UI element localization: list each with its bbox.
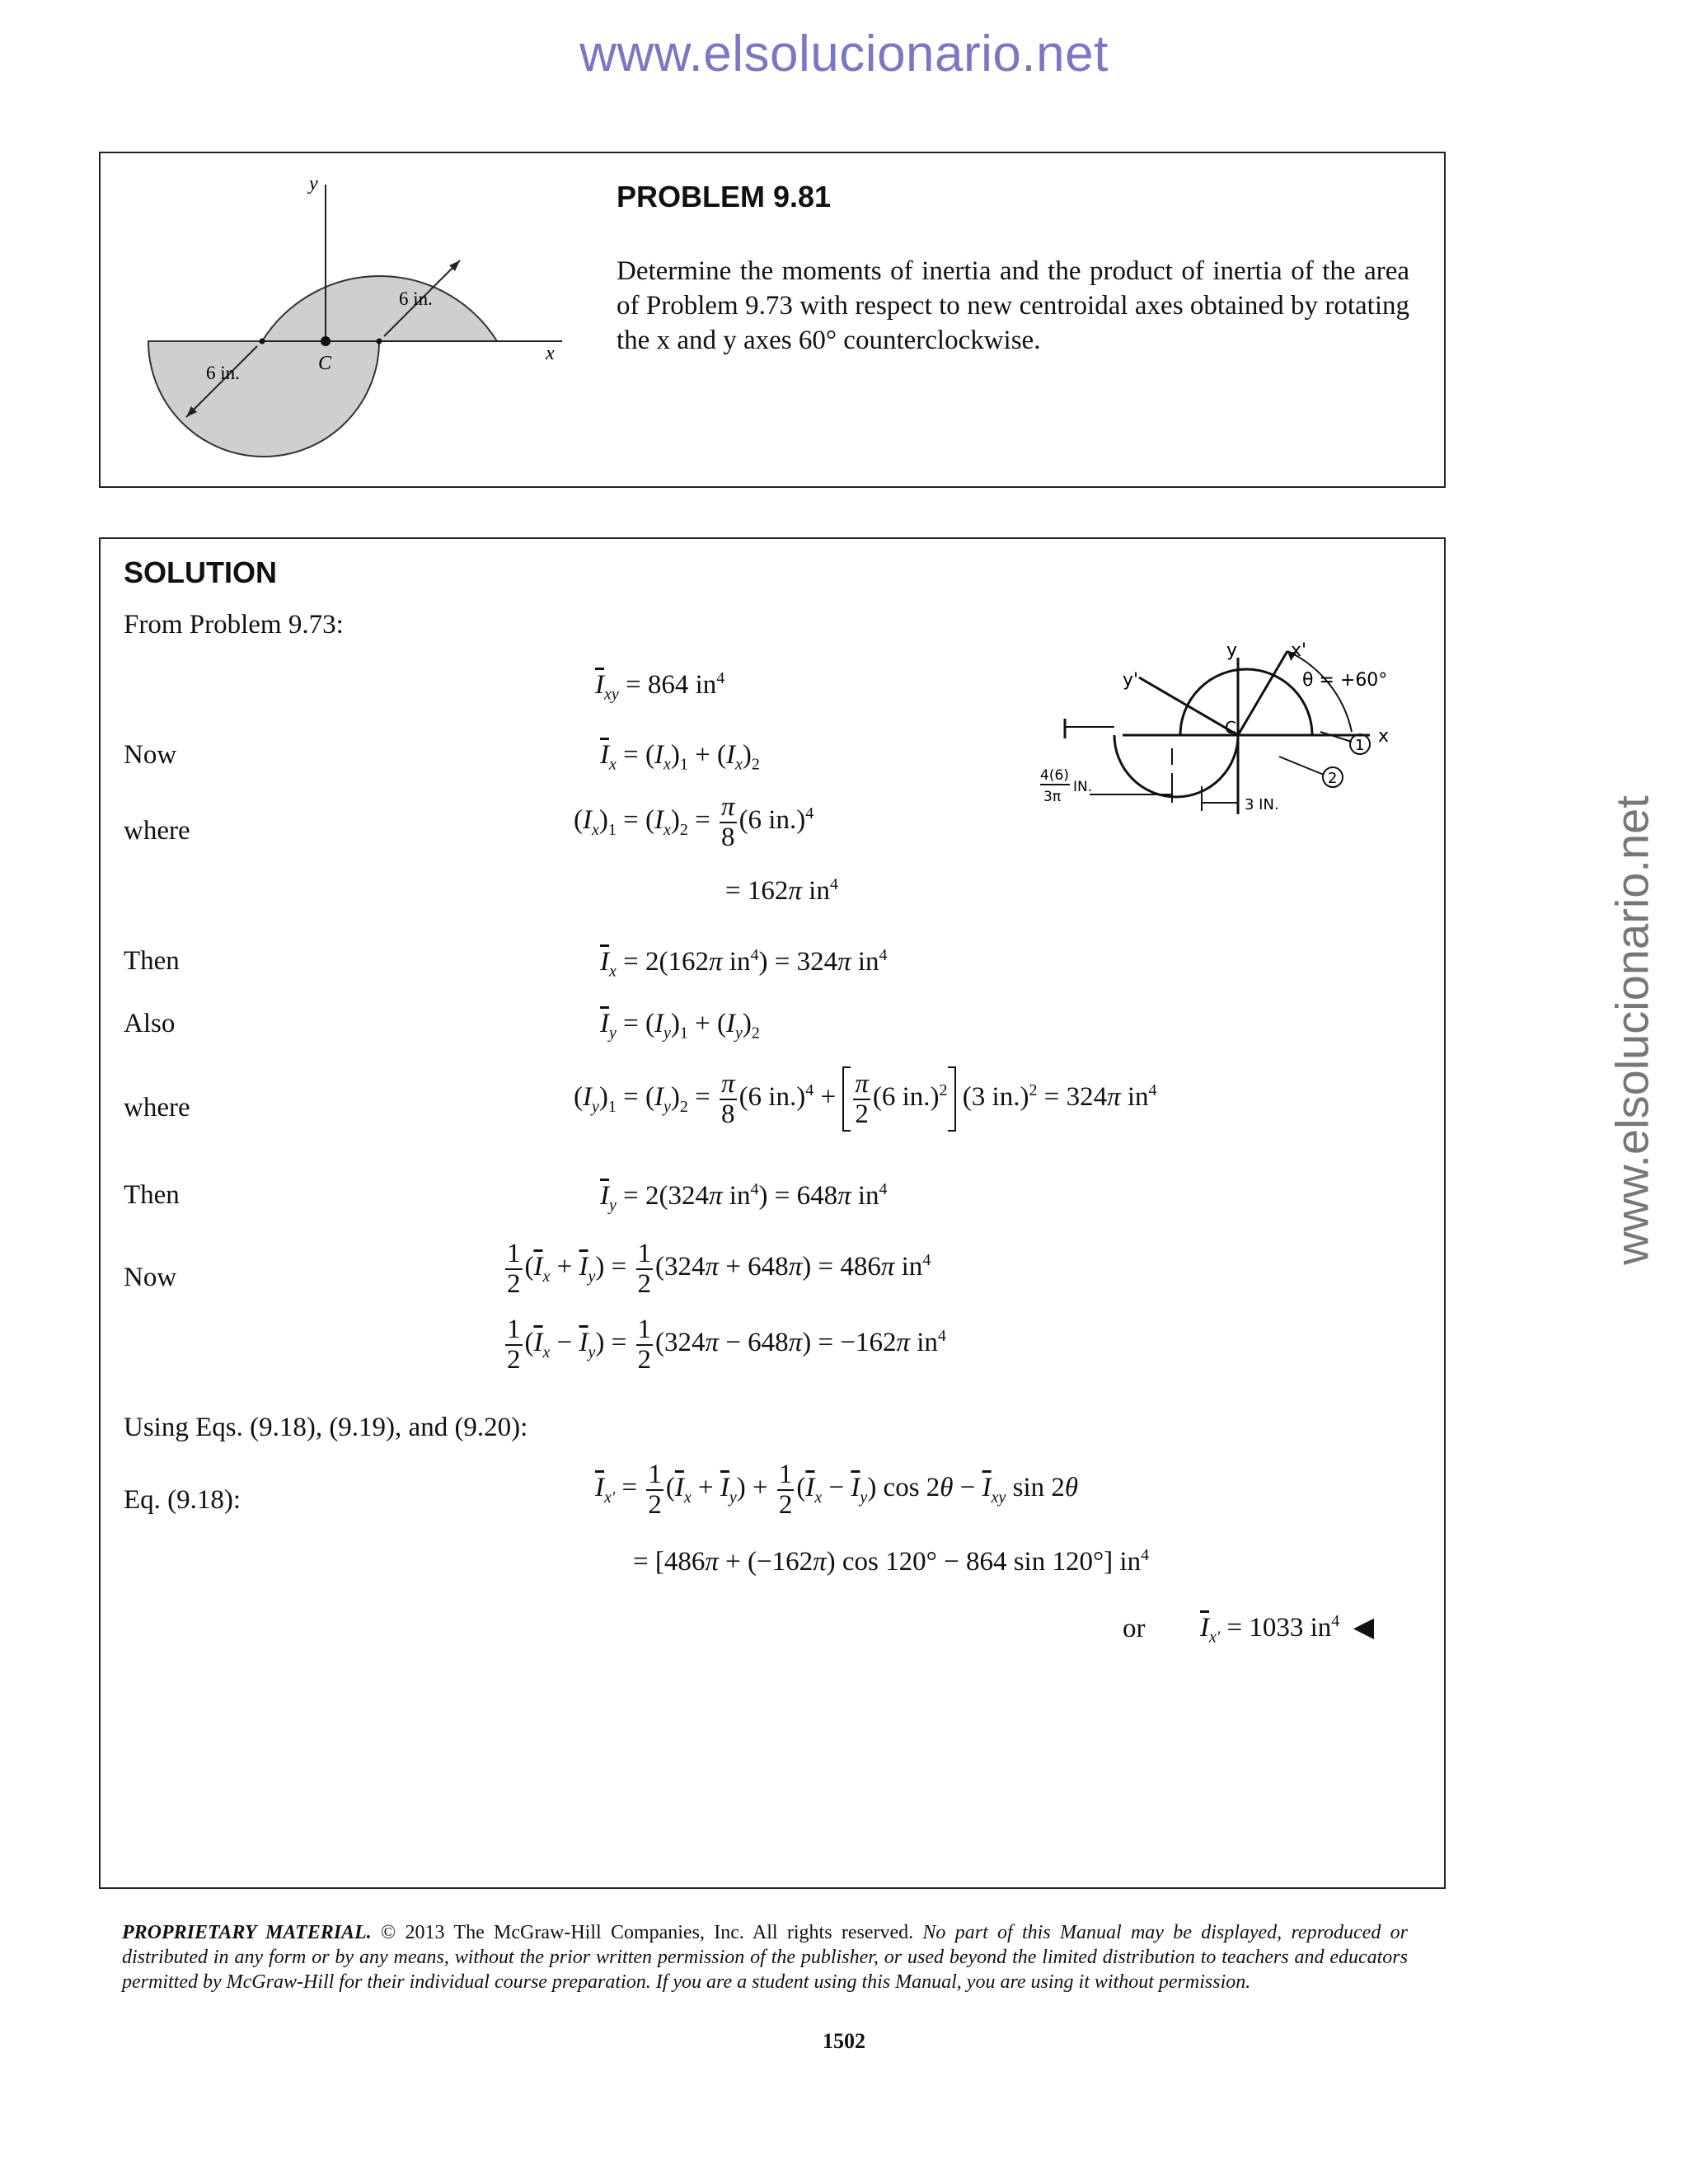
copyright-normal: © 2013 The McGraw-Hill Companies, Inc. All rights reserved.	[371, 1922, 923, 1943]
sketch-theta-label: θ = +60°	[1302, 670, 1388, 691]
sketch-part2-label: 2	[1328, 770, 1338, 787]
center-dot-left	[260, 339, 265, 344]
y-axis-label: y	[309, 173, 318, 194]
sketch-dim-right-label: 3 IN.	[1245, 796, 1279, 813]
label-now-2: Now	[124, 1263, 177, 1292]
eq-ixprime-substituted: = [486π + (−162π) cos 120° − 864 sin 120°] $in^4$	[633, 1546, 1150, 1577]
sketch-dim-left-den: 3π	[1043, 789, 1062, 805]
eq-ix-parts: $(I_x)_1 = (I_x)_2$ = $\frac{\pi}{8}$ (6 in.)$^4$	[574, 792, 814, 852]
label-eq-918: Eq. (9.18):	[124, 1485, 241, 1515]
solution-box	[99, 537, 1446, 1889]
eq-ixy: $\overline{I}_{xy} = 864$ $in^4$	[595, 669, 725, 704]
sketch-y-label: y	[1226, 641, 1238, 661]
label-where-1: where	[124, 816, 190, 846]
solution-title: SOLUTION	[124, 555, 277, 589]
sketch-x-label: x	[1378, 726, 1390, 747]
page-number: 1502	[823, 2029, 865, 2053]
eq-ixprime-result: $\overline{I}_{x'} = 1033$ $in^4$ ◀	[1200, 1612, 1375, 1647]
dim-label-upper: 6 in.	[399, 288, 433, 309]
problem-box	[99, 152, 1446, 488]
sketch-yprime-label: y'	[1123, 670, 1139, 691]
copyright-italic: No part of this Manual may be displayed, reproduced or distributed in any form or by any means, without the prior written permission of the publisher, or used beyond the limited distribution to teachers and educators permitted by McGraw-Hill for their individual course preparation. If you are a student using this Manual, you are using it without permission.	[122, 1922, 1408, 1993]
sketch-part1-label: 1	[1355, 737, 1365, 754]
center-dot-right	[377, 339, 382, 344]
label-also: Also	[124, 1009, 176, 1038]
problem-figure	[101, 153, 595, 483]
label-using-eqs: Using Eqs. (9.18), (9.19), and (9.20):	[124, 1413, 528, 1442]
solution-intro: From Problem 9.73:	[124, 610, 344, 640]
eq-iy-sum: $\overline{I}_y = (I_y)_1 + (I_y)_2$	[600, 1009, 760, 1043]
watermark-side: www.elsolucionario.net	[1606, 795, 1658, 1265]
problem-title: PROBLEM 9.81	[617, 180, 832, 213]
label-then-2: Then	[124, 1180, 180, 1210]
eq-ix-parts-value: = 162π $in^4$	[725, 875, 838, 906]
label-where-2: where	[124, 1093, 190, 1122]
sketch-upper-semicircle	[1180, 669, 1312, 735]
upper-semicircle	[262, 276, 497, 341]
lower-semicircle	[148, 341, 379, 457]
sketch-dim-left-unit: IN.	[1073, 779, 1093, 795]
sketch-c-label: C	[1225, 718, 1236, 738]
dim-label-lower: 6 in.	[206, 363, 240, 383]
copyright-notice	[122, 1920, 1408, 1994]
eq-iy-total: $\overline{I}_y = 2(324\pi$ $in^4) = 648\pi$ $in^4$	[600, 1180, 888, 1215]
eq-ix-sum: $\overline{I}_x = (I_x)_1 + (I_x)_2$	[600, 740, 760, 774]
copyright-bold: PROPRIETARY MATERIAL.	[122, 1922, 372, 1943]
centroid-label: C	[318, 353, 332, 374]
sketch-yprime-axis	[1139, 677, 1238, 735]
label-now-1: Now	[124, 740, 177, 770]
label-then-1: Then	[124, 946, 180, 976]
solution-sketch	[1040, 641, 1485, 839]
eq-ix-total: $\overline{I}_x = 2(162\pi$ $in^4) = 324\pi$ $in^4$	[600, 946, 888, 981]
eq-iy-parts: $(I_y)_1 = (I_y)_2$ = $\frac{\pi}{8}$ (6 in.)$^4$ + $\frac{\pi}{2}$ (6 in.)$^2$ (3 in.)$^2$ = 324π $in^4$	[574, 1066, 1157, 1132]
sketch-dim-left-num: 4(6)	[1040, 767, 1069, 784]
sketch-part2-leader	[1279, 757, 1324, 775]
eq-half-diff: $\frac{1}{2}$ $(\overline{I}_x - \overline{I}_y)$ = $\frac{1}{2}$ (324π − 648π) = −162π $in^4$	[507, 1315, 946, 1375]
answer-marker-icon: ◀	[1353, 1613, 1375, 1643]
problem-text: Determine the moments of inertia and the product of inertia of the area of Problem 9.73 with respect to new centroidal axes obtained by rotating the x and y axes 60° counterclockwise.	[617, 256, 1409, 355]
x-axis-label: x	[546, 343, 555, 364]
centroid-dot	[321, 336, 331, 346]
watermark-top: www.elsolucionario.net	[579, 26, 1109, 82]
eq-half-sum: $\frac{1}{2}$ $(\overline{I}_x + \overline{I}_y)$ = $\frac{1}{2}$ (324π + 648π) = 486π $in^4$	[507, 1239, 931, 1299]
sketch-lower-semicircle	[1114, 735, 1238, 797]
eq-ixprime-formula: $\overline{I}_{x'}$ = $\frac{1}{2}$ $(\overline{I}_x + \overline{I}_y)$ + $\frac{1}{2}$ $(\overline{I}_x - \overline{I}_y)$ $\cos 2\theta - \overline{I}_{xy}$ sin 2θ	[595, 1460, 1079, 1520]
sketch-part1-leader	[1320, 732, 1352, 742]
label-or: or	[1123, 1614, 1146, 1643]
sketch-xprime-label: x'	[1291, 641, 1307, 661]
sketch-xprime-axis	[1238, 651, 1287, 735]
